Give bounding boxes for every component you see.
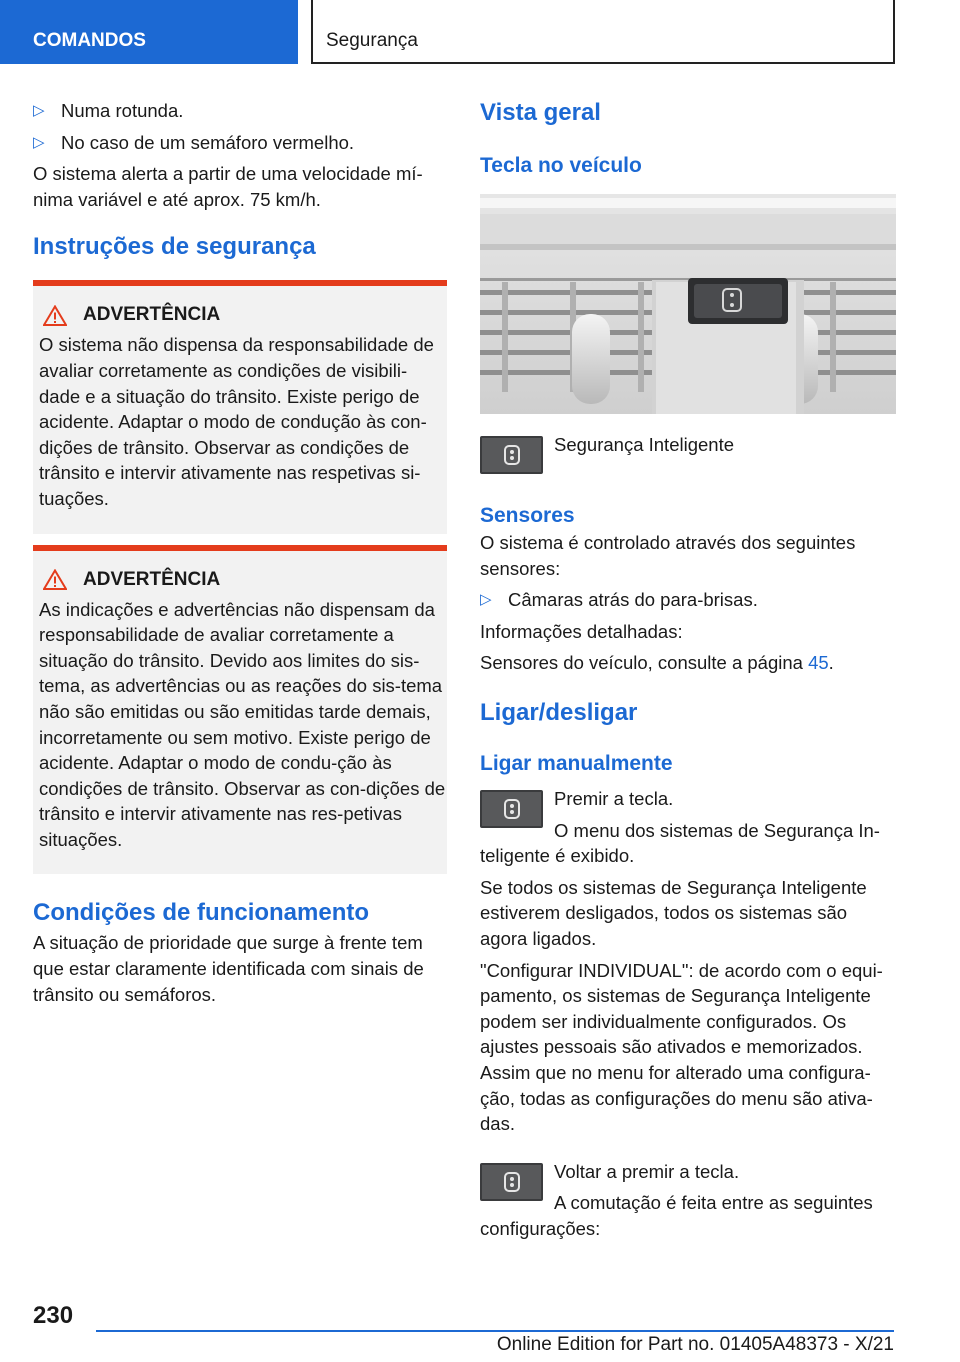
speed-text: O sistema alerta a partir de uma velocidade mí-nima variável e até aprox. 75 km/h.: [33, 163, 423, 210]
warning-text: O sistema não dispensa da responsabilidade de avaliar corretamente as condições de visibili-dade e a situação do trânsito. Existe perigo de acidente. Adaptar o modo de condução às con-dições de trânsito. Observar as condições de trânsito e intervir ativamente nas respetivas si-tuações.: [39, 334, 434, 509]
press-key-block: [480, 786, 896, 869]
situation-list: [33, 98, 447, 155]
onoff-heading: Ligar/desligar: [480, 698, 638, 726]
safety-button-icon: [480, 790, 543, 828]
warning-triangle-icon: [43, 305, 67, 326]
page-number: 230: [33, 1302, 74, 1329]
warning-box: [33, 545, 447, 875]
press-again-text: Voltar a premir a tecla.: [554, 1160, 740, 1182]
sensors-list: [480, 587, 896, 613]
warning-title: ADVERTÊNCIA: [39, 304, 447, 326]
safety-key-icon: [503, 798, 521, 820]
warning-box: [33, 280, 447, 533]
edition-text: Online Edition for Part no. 01405A48373 - X/21: [496, 1334, 894, 1355]
right-column: [480, 98, 896, 1247]
press-key-text: Premir a tecla.: [554, 787, 674, 809]
section-tab: [0, 0, 298, 64]
warning-triangle-icon: [43, 569, 67, 590]
list-item: ▷ No caso de um semáforo vermelho.: [33, 130, 447, 156]
details-text: Sensores do veículo, consulte a página 45.: [480, 652, 834, 674]
section-label: COMANDOS: [33, 30, 146, 51]
menu-shown-text: O menu dos sistemas de Segurança In-teligente é exibido.: [480, 819, 880, 867]
left-column: [33, 98, 447, 1013]
safety-heading: Instruções de segurança: [33, 233, 316, 261]
safety-button-icon: [480, 1163, 543, 1201]
list-item: ▷ Numa rotunda.: [33, 98, 447, 124]
safety-key-icon: [503, 444, 521, 466]
page-link[interactable]: 45: [808, 652, 829, 674]
conditions-heading: Condições de funcionamento: [33, 899, 370, 927]
footer-divider: [96, 1330, 894, 1332]
conditions-text: A situação de prioridade que surge à frente tem que estar claramente identificada com sinais de trânsito ou semáforos.: [33, 932, 424, 1005]
chapter-label: Segurança: [326, 30, 418, 51]
triangle-bullet-icon: ▷: [33, 102, 45, 119]
sensors-text: O sistema é controlado através dos seguintes sensores:: [480, 532, 856, 579]
all-off-text: Se todos os sistemas de Segurança Inteligente estiverem desligados, todos os sistemas são agora ligados.: [480, 876, 867, 949]
overview-heading: Vista geral: [480, 99, 601, 126]
chapter-header: [311, 0, 895, 64]
sensors-heading: Sensores: [480, 504, 575, 527]
button-label: Segurança Inteligente: [554, 434, 734, 455]
press-again-block: [480, 1159, 896, 1242]
button-legend: [480, 432, 896, 474]
vehicle-button-photo: [480, 194, 896, 414]
safety-button-icon: [480, 436, 543, 474]
key-heading: Tecla no veículo: [480, 154, 642, 177]
warning-title: ADVERTÊNCIA: [39, 569, 447, 591]
warning-text: As indicações e advertências não dispensam da responsabilidade de avaliar corretamente a situação do trânsito. Devido aos limites do sis-tema, as advertências ou as reações do sis-tema não são emitidas ou são emitidas tarde demais, incorretamente ou sem motivo. Existe perigo de acidente. Adaptar o modo de condu-ção às condições de trânsito. Observar as con-dições de trânsito e intervir ativamente nas res-petivas situações.: [39, 598, 446, 850]
manual-heading: Ligar manualmente: [480, 751, 673, 775]
list-item: ▷ Câmaras atrás do para-brisas.: [480, 587, 896, 613]
triangle-bullet-icon: ▷: [480, 591, 492, 609]
individual-text: "Configurar INDIVIDUAL": de acordo com o equi-pamento, os sistemas de Segurança Inteligente podem ser individualmente configurados. Os ajustes pessoais são ativados e memorizados. Assim que no menu for alterado uma configura-ção, todas as configurações do menu são ativa-das.: [480, 959, 883, 1135]
triangle-bullet-icon: ▷: [33, 133, 45, 151]
details-label: Informações detalhadas:: [480, 620, 683, 642]
switch-text: A comutação é feita entre as seguintes configurações:: [480, 1192, 873, 1239]
dashboard-vent-illustration: [480, 194, 896, 414]
safety-key-icon: [503, 1171, 521, 1193]
